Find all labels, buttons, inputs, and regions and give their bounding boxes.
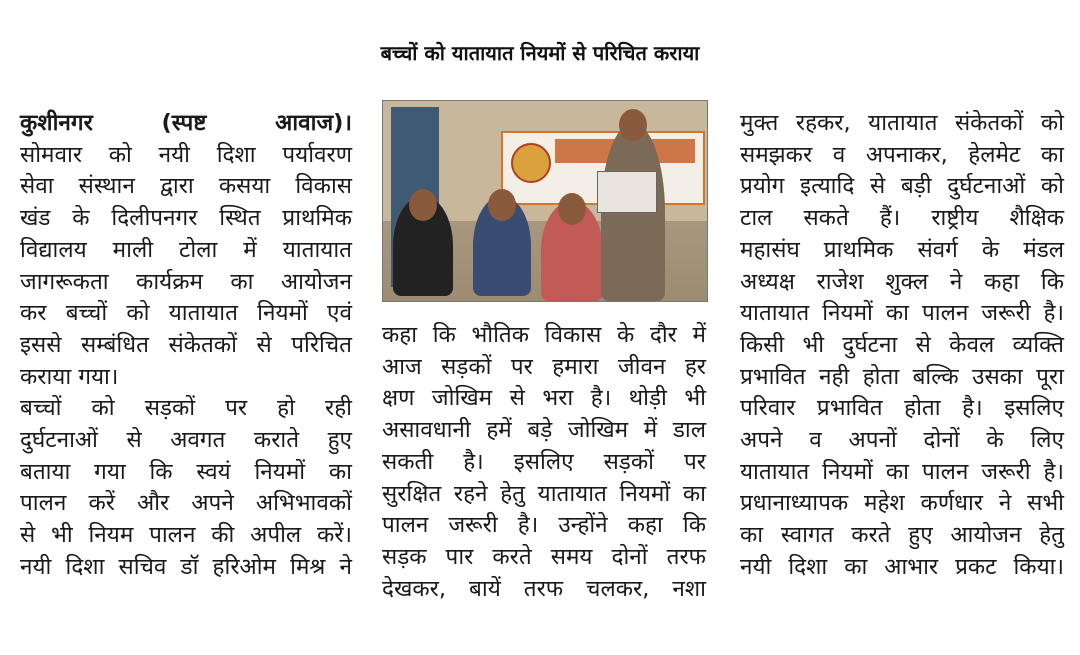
text-line: महासंघ प्राथमिक संवर्ग के मंडल	[740, 236, 1064, 263]
text-line: सेवा संस्थान द्वारा कसया विकास	[20, 173, 352, 200]
person-3-head	[558, 193, 586, 225]
text-line: दुर्घटनाओं से अवगत कराते हुए	[20, 427, 352, 454]
text-line: कराया गया।	[20, 363, 119, 390]
person-2-head	[488, 189, 516, 221]
text-line: टाल सकते हैं। राष्ट्रीय शैक्षिक	[740, 205, 1064, 232]
article-column-2	[382, 320, 706, 605]
text-line: सकती है। इसलिए सड़कों पर	[382, 448, 706, 475]
text-line: किसी भी दुर्घटना से केवल व्यक्ति	[740, 331, 1064, 358]
text-line: नयी दिशा का आभार प्रकट किया।	[740, 553, 1064, 580]
text-line: परिवार प्रभावित होता है। इसलिए	[740, 395, 1064, 422]
poster-card	[597, 171, 657, 213]
text-line: खंड के दिलीपनगर स्थित प्राथमिक	[20, 205, 352, 232]
dateline: कुशीनगर (स्पष्ट आवाज)।	[20, 110, 352, 136]
text-line: प्रयोग इत्यादि से बड़ी दुर्घटनाओं को	[740, 173, 1064, 200]
text-line: नयी दिशा सचिव डॉ हरिओम मिश्र ने	[20, 553, 352, 580]
text-line: जागरूकता कार्यक्रम का आयोजन	[20, 268, 352, 295]
text-line: इससे सम्बंधित संकेतकों से परिचित	[20, 331, 352, 358]
banner-logo-icon	[511, 143, 551, 183]
text-line: का स्वागत करते हुए आयोजन हेतु	[740, 522, 1064, 549]
text-line: पालन करें और अपने अभिभावकों	[20, 490, 352, 517]
text-line: असावधानी हमें बड़े जोखिम में डाल	[382, 417, 706, 444]
text-line: सुरक्षित रहने हेतु यातायात नियमों का	[382, 480, 706, 507]
text-line: बच्चों को सड़कों पर हो रही	[20, 395, 352, 422]
text-line: कहा कि भौतिक विकास के दौर में	[382, 322, 706, 348]
text-line: प्रधानाध्यापक महेश कर्णधार ने सभी	[740, 490, 1064, 517]
text-line: मुक्त रहकर, यातायात संकेतकों को	[740, 110, 1064, 136]
person-4-head	[619, 109, 647, 141]
headline: बच्चों को यातायात नियमों से परिचित कराया	[380, 40, 700, 65]
text-line: अपने व अपनों दोनों के लिए	[740, 427, 1064, 454]
text-line: से भी नियम पालन की अपील करें।	[20, 522, 352, 549]
text-line: बताया गया कि स्वयं नियमों का	[20, 458, 352, 485]
article-column-3	[740, 108, 1064, 584]
text-line: पालन जरूरी है। उन्होंने कहा कि	[382, 512, 706, 539]
text-line: आज सड़कों पर हमारा जीवन हर	[382, 353, 706, 380]
text-line: सड़क पार करते समय दोनों तरफ	[382, 543, 706, 570]
text-line: कर बच्चों को यातायात नियमों एवं	[20, 300, 352, 327]
text-line: यातायात नियमों का पालन जरूरी है।	[740, 458, 1064, 485]
person-1-head	[409, 189, 437, 221]
text-line: समझकर व अपनाकर, हेलमेट का	[740, 141, 1064, 168]
article-column-1	[20, 108, 352, 584]
text-line: देखकर, बायें तरफ चलकर, नशा	[382, 575, 706, 602]
text-line: क्षण जोखिम से भरा है। थोड़ी भी	[382, 385, 706, 412]
text-line: अध्यक्ष राजेश शुक्ल ने कहा कि	[740, 268, 1064, 295]
text-line: यातायात नियमों का पालन जरूरी है।	[740, 300, 1064, 327]
text-line: प्रभावित नही होता बल्कि उसका पूरा	[740, 363, 1064, 390]
text-line: विद्यालय माली टोला में यातायात	[20, 236, 352, 263]
news-photo	[382, 100, 708, 302]
text-line: सोमवार को नयी दिशा पर्यावरण	[20, 141, 352, 168]
